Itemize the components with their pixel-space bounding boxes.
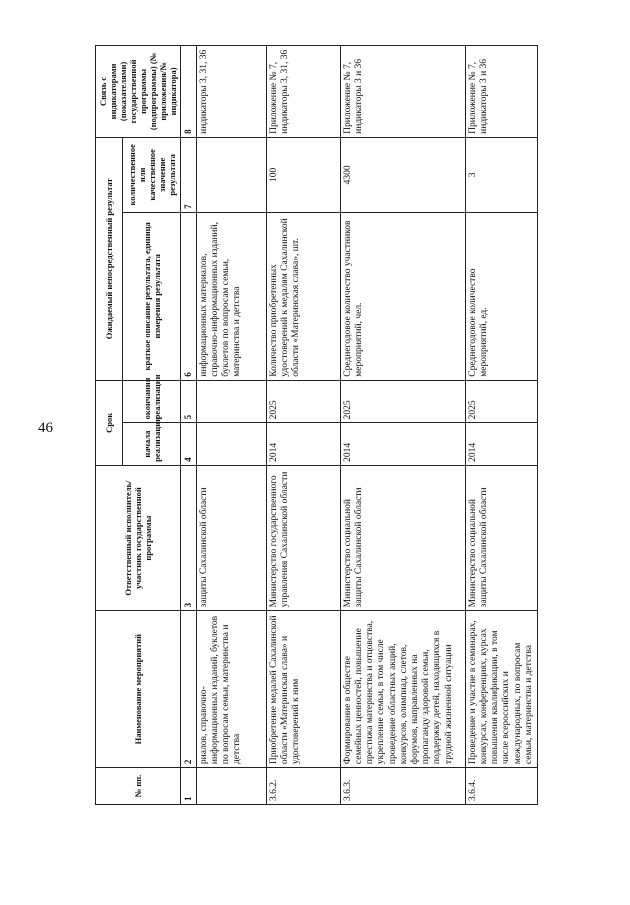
cell-no — [196, 768, 266, 805]
program-activities-table — [95, 45, 538, 805]
cell-name: Проведение и участие в семинарах, конкурсах, конференциях, курсах повышения квалификации, в том числе всероссийских и международных, по вопросам семьи, материнства и детства — [465, 611, 537, 768]
cell-end: 2025 — [340, 380, 465, 423]
cell-responsible: Министерство государственного управления Сахалинской области — [266, 465, 340, 611]
cell-value: 100 — [266, 137, 340, 212]
cell-responsible: Министерство социальной защиты Сахалинской области — [465, 465, 537, 611]
table-row — [465, 46, 537, 805]
cell-desc: Количество приобретенных удостоверений к медалям Сахалинской области «Материнская слава», шт. — [266, 212, 340, 380]
cell-start: 2014 — [465, 423, 537, 466]
cell-name: Формирование в обществе семейных ценностей, повышение престижа материнства и отцовства, укрепление семьи, в том числе проведение областных акций, конкурсов, олимпиад, слетов, форумов, направленных на пропаганду здоровой семьи, поддержку детей, находящихся в трудной жизненной ситуации — [340, 611, 465, 768]
column-number: 4 — [181, 423, 197, 466]
header-term-end: окончания реализации — [123, 380, 181, 423]
header-responsible: Ответственный исполнитель/участник государственной программы — [96, 465, 181, 611]
cell-name: риалов, справочно-информационных изданий, буклетов по вопросам семьи, материнства и детства — [196, 611, 266, 768]
cell-no: 3.6.4. — [465, 768, 537, 805]
cell-link: индикаторы 3, 31, 36 — [196, 46, 266, 138]
cell-start — [196, 423, 266, 466]
cell-value: 3 — [465, 137, 537, 212]
cell-value — [196, 137, 266, 212]
cell-no: 3.6.2. — [266, 768, 340, 805]
cell-desc: Среднегодовое количество мероприятий, ед. — [465, 212, 537, 380]
cell-name: Приобретение медалей Сахалинской области «Материнская слава» и удостоверений к ним — [266, 611, 340, 768]
header-name: Наименование мероприятий — [96, 611, 181, 768]
cell-link: Приложение № 7, индикаторы 3 и 36 — [340, 46, 465, 138]
cell-start: 2014 — [266, 423, 340, 466]
table-row — [266, 46, 340, 805]
page-number: 46 — [38, 420, 53, 436]
column-number: 3 — [181, 465, 197, 611]
column-number: 7 — [181, 137, 197, 212]
cell-no: 3.6.3. — [340, 768, 465, 805]
cell-end: 2025 — [465, 380, 537, 423]
column-number: 8 — [181, 46, 197, 138]
cell-link: Приложение № 7, индикаторы 3 и 36 — [465, 46, 537, 138]
header-expected-desc: краткое описание результата, единица измерения результата — [123, 212, 181, 380]
cell-responsible: защиты Сахалинской области — [196, 465, 266, 611]
column-number: 6 — [181, 212, 197, 380]
header-term: Срок — [96, 380, 123, 465]
column-number: 1 — [181, 768, 197, 805]
header-no: № пп. — [96, 768, 181, 805]
cell-start: 2014 — [340, 423, 465, 466]
cell-value: 4300 — [340, 137, 465, 212]
cell-responsible: Министерство социальной защиты Сахалинской области — [340, 465, 465, 611]
header-expected-value: количественное или качественное значение результата — [123, 137, 181, 212]
header-link: Связь с индикаторами (показателями) государственной программы (подпрограммы) (№ приложения/№ индикатора) — [96, 46, 181, 138]
cell-desc: информационных материалов, справочно-информационных изданий, буклетов по вопросам семьи, материнства и детства — [196, 212, 266, 380]
cell-link: Приложение № 7, индикаторы 3, 31, 36 — [266, 46, 340, 138]
column-number: 5 — [181, 380, 197, 423]
cell-end — [196, 380, 266, 423]
header-expected: Ожидаемый непосредственный результат — [96, 137, 123, 380]
header-term-start: начала реализации — [123, 423, 181, 466]
table-row — [196, 46, 266, 805]
cell-end: 2025 — [266, 380, 340, 423]
table-row — [340, 46, 465, 805]
column-number-row — [181, 46, 197, 805]
cell-desc: Среднегодовое количество участников мероприятий, чел. — [340, 212, 465, 380]
column-number: 2 — [181, 611, 197, 768]
